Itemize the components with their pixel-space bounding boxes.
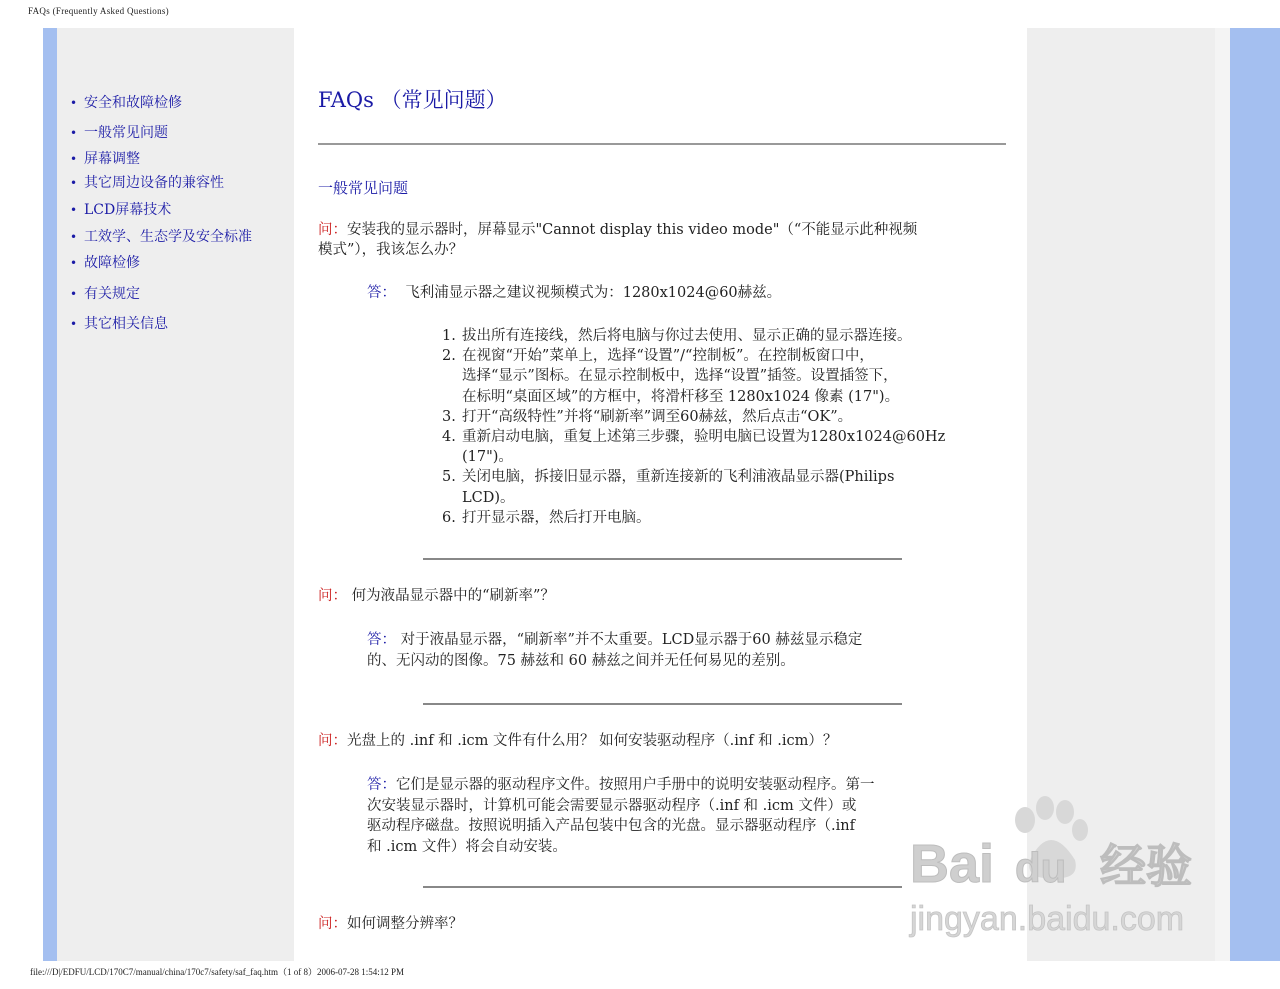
question-text: 光盘上的 .inf 和 .icm 文件有什么用？ 如何安装驱动程序（.inf 和 .icm）？ (347, 733, 838, 749)
watermark-brand: Bai (910, 834, 995, 894)
answer-text: 次安装显示器时，计算机可能会需要显示器驱动程序（.inf 和 .icm 文件）或 (367, 797, 857, 814)
section-divider (423, 703, 902, 705)
bullet: • (70, 203, 78, 217)
list-item: 3. 打开“高级特性”并将“刷新率”调至60赫兹，然后点击“OK”。 (442, 408, 853, 425)
answer-1 (367, 283, 781, 304)
question-1 (318, 220, 917, 260)
left-color-band (43, 28, 57, 961)
answer-text: 它们是显示器的驱动程序文件。按照用户手册中的说明安装驱动程序。第一 (396, 777, 875, 793)
list-item: 2. 在视窗“开始”菜单上，选择“设置”/“控制板”。在控制板窗口中， 选择“显示”图标。在显示控制板中，选择“设置”插签。设置插签下， 在标明“桌面区域”的方框中，将滑杆移至 1280x1024 像素 (17")。 (442, 348, 900, 405)
question-2 (318, 586, 555, 606)
sidebar-item-screen-adjust[interactable] (70, 148, 140, 168)
list-item: 4. 重新启动电脑，重复上述第三步骤，验明电脑已设置为1280x1024@60Hz (17")。 (442, 429, 946, 466)
question-label: 问： (318, 588, 347, 604)
section-title: 一般常见问题 (318, 179, 409, 197)
sidebar-item-label: 其它相关信息 (84, 316, 168, 332)
list-item: 5. 关闭电脑，拆接旧显示器，重新连接新的飞利浦液晶显示器(Philips LCD)。 (442, 469, 895, 506)
watermark-url: jingyan.baidu.com (910, 900, 1185, 938)
sidebar-item-compatibility[interactable] (70, 172, 224, 192)
sidebar-item-label: 其它周边设备的兼容性 (84, 175, 224, 191)
watermark-cn: 经验 (1100, 839, 1192, 893)
bullet: • (70, 126, 78, 140)
answer-label: 答： (367, 285, 396, 301)
right-divider (1215, 28, 1230, 961)
sidebar-item-other-info[interactable] (70, 313, 168, 333)
sidebar-item-label: 屏幕调整 (84, 151, 140, 167)
bullet: • (70, 256, 78, 270)
bullet: • (70, 230, 78, 244)
sidebar-item-regulatory[interactable] (70, 283, 140, 303)
sidebar-item-label: LCD屏幕技术 (84, 202, 172, 218)
answer-text: 飞利浦显示器之建议视频模式为：1280x1024@60赫兹。 (405, 285, 782, 301)
answer-text: 驱动程序磁盘。按照说明插入产品包装中包含的光盘。显示器驱动程序（.inf (367, 818, 855, 834)
question-label: 问： (318, 222, 347, 238)
sidebar-item-safety[interactable] (70, 92, 182, 112)
sidebar-item-label: 安全和故障检修 (84, 95, 182, 111)
answer-text: 的、无闪动的图像。75 赫兹和 60 赫兹之间并无任何易见的差别。 (367, 652, 795, 669)
sidebar-item-lcd-tech[interactable] (70, 199, 171, 219)
question-4 (318, 914, 463, 934)
answer-text: 和 .icm 文件）将会自动安装。 (367, 838, 567, 855)
right-color-band (1230, 28, 1280, 961)
question-text: 何为液晶显示器中的“刷新率”？ (351, 588, 555, 604)
question-label: 问： (318, 916, 347, 932)
list-item: 6. 打开显示器，然后打开电脑。 (442, 509, 651, 526)
sidebar-item-standards[interactable] (70, 226, 252, 246)
sidebar-item-label: 一般常见问题 (84, 125, 168, 141)
bullet: • (70, 176, 78, 190)
sidebar-item-label: 工效学、生态学及安全标准 (84, 229, 252, 245)
steps-list (442, 326, 1002, 528)
answer-text: 对于液晶显示器，“刷新率”并不太重要。LCD显示器于60 赫兹显示稳定 (400, 632, 863, 648)
question-text: 模式”），我该怎么办？ (318, 242, 464, 258)
bullet: • (70, 152, 78, 166)
document-footer-path: file:///D|/EDFU/LCD/170C7/manual/china/170c7/safety/saf_faq.htm（1 of 8）2006-07-28 1:54:12 PM (30, 967, 405, 977)
title-divider (318, 143, 1006, 145)
document-header-title: FAQs (Frequently Asked Questions) (28, 6, 169, 16)
answer-2 (367, 630, 862, 671)
baidu-watermark (905, 790, 1205, 940)
question-text: 安装我的显示器时，屏幕显示"Cannot display this video mode"（“不能显示此种视频 (347, 222, 918, 238)
answer-3 (367, 775, 875, 857)
bullet: • (70, 96, 78, 110)
sidebar-item-label: 有关规定 (84, 286, 140, 302)
bullet: • (70, 317, 78, 331)
sidebar-item-general-faq[interactable] (70, 122, 168, 142)
sidebar-item-troubleshooting[interactable] (70, 252, 140, 272)
list-item: 1. 拔出所有连接线，然后将电脑与你过去使用、显示正确的显示器连接。 (442, 328, 912, 344)
section-divider (423, 558, 902, 560)
page-title: FAQs （常见问题） (318, 88, 507, 112)
answer-label: 答： (367, 632, 396, 648)
sidebar-item-label: 故障检修 (84, 255, 140, 271)
answer-label: 答： (367, 777, 396, 793)
section-divider (423, 886, 902, 888)
watermark-brand2: du (1015, 844, 1067, 891)
question-text: 如何调整分辨率？ (347, 916, 463, 932)
bullet: • (70, 287, 78, 301)
question-label: 问： (318, 733, 347, 749)
question-3 (318, 731, 837, 751)
